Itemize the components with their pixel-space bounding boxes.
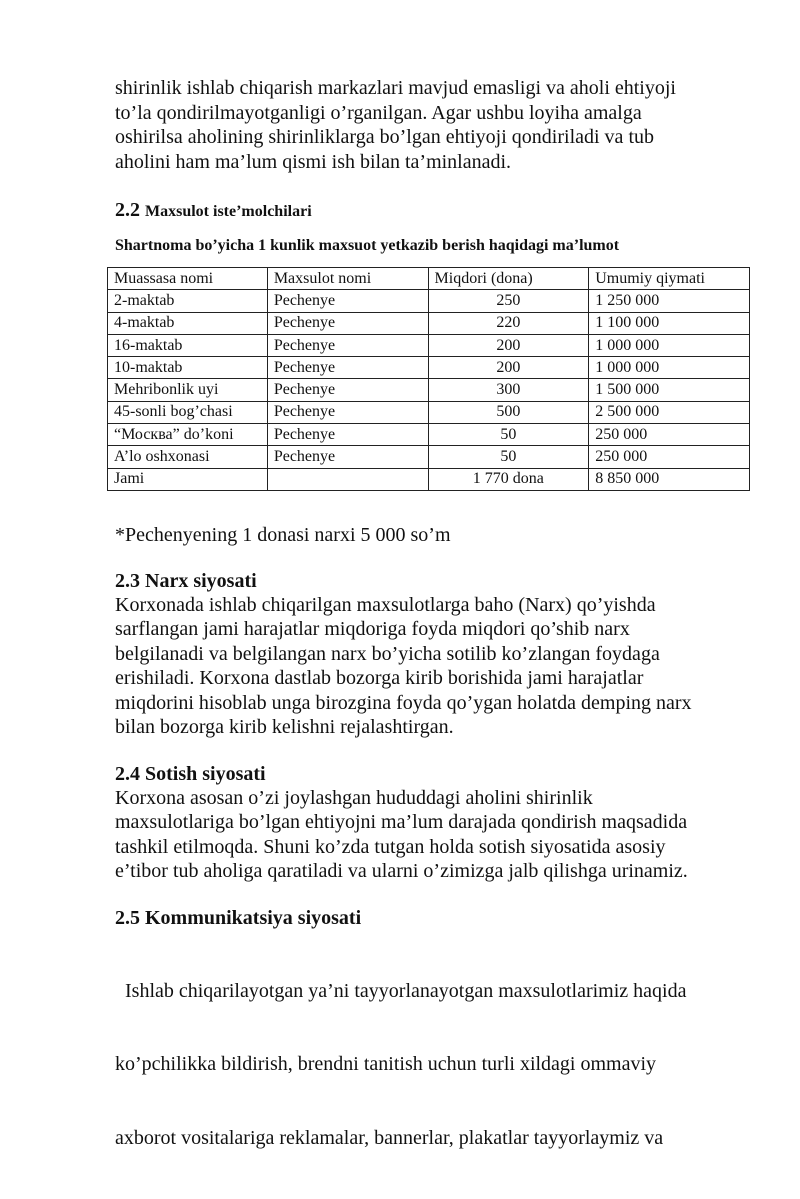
table-cell: Mehribonlik uyi — [108, 379, 268, 401]
table-cell: Pechenye — [267, 379, 428, 401]
table-cell: A’lo oshxonasi — [108, 446, 268, 468]
table-row — [108, 379, 750, 401]
table-cell: 16-maktab — [108, 334, 268, 356]
column-header: Umumiy qiymati — [589, 268, 750, 290]
table-cell: Pechenye — [267, 424, 428, 446]
table-header-row — [108, 268, 750, 290]
table-cell: 250 — [428, 290, 589, 312]
section-2-4-paragraph — [115, 786, 755, 884]
table-cell: Pechenye — [267, 334, 428, 356]
table-cell: Pechenye — [267, 312, 428, 334]
table-cell: “Москва” do’koni — [108, 424, 268, 446]
document-page — [115, 76, 755, 1199]
table-cell: 1 000 000 — [589, 334, 750, 356]
text-line: sarflangan jami harajatlar miqdoriga foyda miqdori qo’shib narx — [115, 618, 630, 641]
total-value: 8 850 000 — [589, 468, 750, 490]
section-heading-2-2 — [115, 198, 755, 224]
table-row — [108, 312, 750, 334]
table-cell: 500 — [428, 401, 589, 423]
text-line: bilan bozorga kirib kelishni rejalashtirgan. — [115, 716, 454, 739]
text-line: maxsulotlariga bo’lgan ehtiyojni ma’lum darajada qondirish maqsadida — [115, 811, 688, 834]
table-cell: 250 000 — [589, 446, 750, 468]
text-line: tashkil etilmoqda. Shuni ko’zda tutgan holda sotish siyosatida asosiy — [115, 835, 666, 858]
table-cell: 50 — [428, 446, 589, 468]
delivery-table — [107, 267, 750, 491]
section-heading-2-4: 2.4 Sotish siyosati — [115, 762, 266, 785]
table-cell: Pechenye — [267, 446, 428, 468]
table-cell: 1 100 000 — [589, 312, 750, 334]
table-cell: 1 500 000 — [589, 379, 750, 401]
table-row — [108, 290, 750, 312]
text-line: ko’pchilikka bildirish, brendni tanitish uchun turli xildagi ommaviy — [115, 1053, 657, 1076]
table-cell: 50 — [428, 424, 589, 446]
section-heading-2-3: 2.3 Narx siyosati — [115, 569, 257, 592]
total-quantity: 1 770 dona — [428, 468, 589, 490]
table-cell: 45-sonli bog’chasi — [108, 401, 268, 423]
table-row — [108, 446, 750, 468]
text-line: miqdorini hisoblab unga birozgina foyda qo’ygan holatda demping narx — [115, 691, 692, 714]
table-row — [108, 357, 750, 379]
section-title: Maxsulot iste’molchilari — [145, 203, 312, 220]
table-cell: Pechenye — [267, 290, 428, 312]
table-cell: 1 250 000 — [589, 290, 750, 312]
table-cell: 300 — [428, 379, 589, 401]
text-line: shirinlik ishlab chiqarish markazlari mavjud emasligi va aholi ehtiyoji — [115, 77, 676, 99]
total-label: Jami — [108, 468, 268, 490]
text-line: to’la qondirilmayotganligi o’rganilgan. Agar ushbu loyiha amalga — [115, 101, 642, 124]
section-number: 2.2 — [115, 199, 140, 221]
column-header: Maxsulot nomi — [267, 268, 428, 290]
intro-paragraph — [115, 76, 755, 174]
table-cell: 250 000 — [589, 424, 750, 446]
table-cell: 10-maktab — [108, 357, 268, 379]
section-2-3-paragraph — [115, 593, 755, 740]
table-cell: 1 000 000 — [589, 357, 750, 379]
table-total-row — [108, 468, 750, 490]
table-cell: Pechenye — [267, 401, 428, 423]
table-cell: Pechenye — [267, 357, 428, 379]
table-caption: Shartnoma bo’yicha 1 kunlik maxsuot yetkazib berish haqidagi ma’lumot — [115, 237, 620, 254]
table-row — [108, 424, 750, 446]
text-line: aholini ham ma’lum qismi ish bilan ta’minlanadi. — [115, 150, 512, 173]
text-line: axborot vositalariga reklamalar, bannerlar, plakatlar tayyorlaymiz va — [115, 1126, 664, 1149]
table-cell: 220 — [428, 312, 589, 334]
text-line: Ishlab chiqarilayotgan ya’ni tayyorlanayotgan maxsulotlarimiz haqida — [115, 979, 687, 1002]
table-cell: 200 — [428, 357, 589, 379]
table-row — [108, 334, 750, 356]
table-cell: 2-maktab — [108, 290, 268, 312]
column-header: Miqdori (dona) — [428, 268, 589, 290]
text-line: Korxonada ishlab chiqarilgan maxsulotlarga baho (Narx) qo’yishda — [115, 593, 656, 616]
column-header: Muassasa nomi — [108, 268, 268, 290]
price-note: *Pechenyening 1 donasi narxi 5 000 so’m — [115, 523, 451, 546]
text-line: Korxona asosan o’zi joylashgan hududdagi aholini shirinlik — [115, 786, 593, 809]
section-2-5-paragraph — [115, 930, 755, 1199]
section-heading-2-5: 2.5 Kommunikatsiya siyosati — [115, 906, 362, 929]
text-line: oshirilsa aholining shirinliklarga bo’lgan ehtiyoji qondiriladi va tub — [115, 126, 654, 148]
table-cell: 200 — [428, 334, 589, 356]
table-cell: 4-maktab — [108, 312, 268, 334]
text-line: belgilanadi va belgilangan narx bo’yicha sotilib ko’zlangan foydaga — [115, 642, 660, 665]
table-cell — [267, 468, 428, 490]
table-cell: 2 500 000 — [589, 401, 750, 423]
text-line: erishiladi. Korxona dastlab bozorga kirib borishida jami harajatlar — [115, 667, 644, 690]
text-line: e’tibor tub aholiga qaratiladi va ularni o’zimizga jalb qilishga urinamiz. — [115, 860, 688, 883]
table-row — [108, 401, 750, 423]
